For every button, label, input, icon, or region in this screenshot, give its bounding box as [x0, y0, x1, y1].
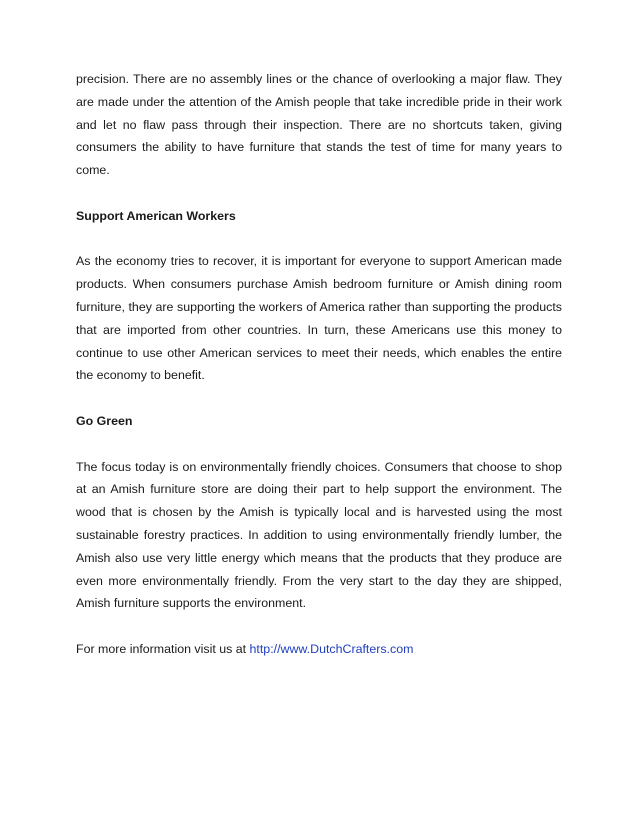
footer-line [76, 638, 562, 661]
section-heading-go-green: Go Green [76, 413, 133, 428]
section-heading-support-american-workers: Support American Workers [76, 208, 236, 223]
footer-text: For more information visit us at [76, 641, 250, 656]
section-body-go-green: The focus today is on environmentally friendly choices. Consumers that choose to shop at an Amish furniture store are doing their part to help support the environment. The wood that is chosen by the Amish is typically local and is harvested using the most sustainable forestry practices. In addition to using environmentally friendly lumber, the Amish also use very little energy which means that the products that they produce are even more environmentally friendly. From the very start to the day they are shipped, Amish furniture supports the environment. [76, 459, 562, 611]
document-page [76, 68, 562, 661]
section-body-support-american-workers: As the economy tries to recover, it is important for everyone to support American made products. When consumers purchase Amish bedroom furniture or Amish dining room furniture, they are supporting the workers of America rather than supporting the products that are imported from other countries. In turn, these Americans use this money to continue to use other American services to meet their needs, which enables the entire the economy to benefit. [76, 254, 562, 383]
intro-paragraph: precision. There are no assembly lines or the chance of overlooking a major flaw. They are made under the attention of the Amish people that take incredible pride in their work and let no flaw pass through their inspection. There are no shortcuts taken, giving consumers the ability to have furniture that stands the test of time for many years to come. [76, 72, 562, 178]
website-link[interactable]: http://www.DutchCrafters.com [249, 641, 414, 656]
